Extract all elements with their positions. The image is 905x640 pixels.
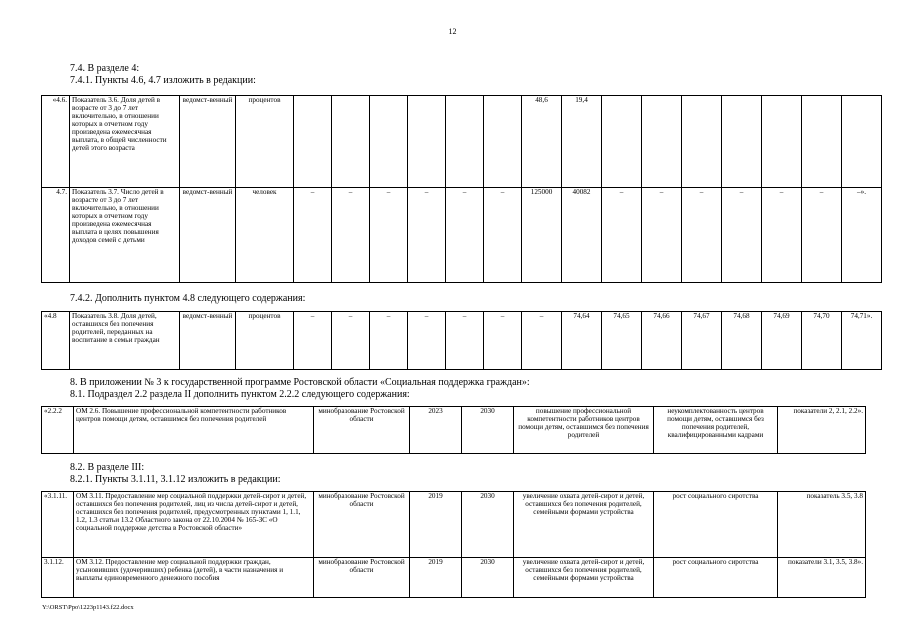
value-cell: – (370, 312, 408, 370)
value-cell: – (802, 188, 842, 283)
expected-result: повышение профессиональной компетентности работников центров помощи детям, оставшимся без попечения родителей (514, 407, 654, 454)
table-row (42, 407, 866, 454)
value-cell: 74,66 (642, 312, 682, 370)
indicators-table-4-8 (41, 311, 882, 370)
value-cell: – (522, 312, 562, 370)
measure-name: ОМ 3.12. Предоставление мер социальной поддержки граждан, усыновивших (удочеривших) ребенка (детей), в части назначения и выплаты единовременного денежного пособия (74, 558, 314, 598)
value-cell (294, 96, 332, 188)
value-cell (370, 96, 408, 188)
value-cell: – (762, 188, 802, 283)
indicator-name: Показатель 3.8. Доля детей, оставшихся без попечения родителей, переданных на воспитание в семьи граждан (70, 312, 180, 370)
start-year: 2019 (410, 558, 462, 598)
value-cell: – (408, 188, 446, 283)
related-indicators: показатели 3.1, 3.5, 3.8». (778, 558, 866, 598)
heading-8-2-1: 8.2.1. Пункты 3.1.11, 3.1.12 изложить в редакции: (70, 474, 281, 485)
value-cell (722, 96, 762, 188)
table-row (42, 492, 866, 558)
indicator-unit: человек (236, 188, 294, 283)
measures-table-2-2-2 (41, 406, 866, 454)
expected-result: увеличение охвата детей-сирот и детей, оставшихся без попечения родителей, семейными формами устройства (514, 558, 654, 598)
indicators-table-4-6-4-7 (41, 95, 882, 283)
value-cell: 74,65 (602, 312, 642, 370)
measure-name: ОМ 2.6. Повышение профессиональной компетентности работников центров помощи детям, оставшимся без попечения родителей (74, 407, 314, 454)
start-year: 2023 (410, 407, 462, 454)
executor: минобразование Ростовской области (314, 558, 410, 598)
heading-7-4: 7.4. В разделе 4: (70, 63, 140, 74)
non-implementation-consequences: рост социального сиротства (654, 492, 778, 558)
row-number: 3.1.12. (42, 558, 74, 598)
value-cell: – (332, 188, 370, 283)
start-year: 2019 (410, 492, 462, 558)
value-cell: – (602, 188, 642, 283)
value-cell: 40082 (562, 188, 602, 283)
value-cell (446, 96, 484, 188)
heading-8: 8. В приложении № 3 к государственной программе Ростовской области «Социальная поддержка граждан»: (70, 377, 530, 388)
value-cell (602, 96, 642, 188)
value-cell: – (484, 188, 522, 283)
indicator-unit: процентов (236, 312, 294, 370)
value-cell: – (294, 312, 332, 370)
heading-8-1: 8.1. Подраздел 2.2 раздела II дополнить пунктом 2.2.2 следующего содержания: (70, 389, 410, 400)
value-cell (762, 96, 802, 188)
heading-8-2: 8.2. В разделе III: (70, 462, 145, 473)
value-cell: 74,64 (562, 312, 602, 370)
value-cell: 74,70 (802, 312, 842, 370)
executor: минобразование Ростовской области (314, 407, 410, 454)
value-cell: – (722, 188, 762, 283)
related-indicators: показатели 2, 2.1, 2.2». (778, 407, 866, 454)
value-cell: 19,4 (562, 96, 602, 188)
value-cell: 125000 (522, 188, 562, 283)
measures-table-3-1-11-3-1-12 (41, 491, 866, 598)
indicator-type: ведомст-венный (180, 188, 236, 283)
value-cell (484, 96, 522, 188)
row-number: «2.2.2 (42, 407, 74, 454)
value-cell: – (484, 312, 522, 370)
value-cell: – (332, 312, 370, 370)
indicator-type: ведомст-венный (180, 312, 236, 370)
heading-7-4-2: 7.4.2. Дополнить пунктом 4.8 следующего содержания: (70, 293, 306, 304)
value-cell: – (370, 188, 408, 283)
file-path-footer: Y:\ORST\Ppo\1223p1143.f22.docx (42, 604, 134, 611)
value-cell (842, 96, 882, 188)
indicator-name: Показатель 3.6. Доля детей в возрасте от 3 до 7 лет включительно, в отношении которых в отчетном году произведена ежемесячная выплата, в общей численности детей этого возраста (70, 96, 180, 188)
table-row (42, 96, 882, 188)
value-cell: –». (842, 188, 882, 283)
value-cell: – (408, 312, 446, 370)
table-row (42, 188, 882, 283)
end-year: 2030 (462, 407, 514, 454)
non-implementation-consequences: рост социального сиротства (654, 558, 778, 598)
value-cell: 74,67 (682, 312, 722, 370)
value-cell: – (446, 312, 484, 370)
value-cell (408, 96, 446, 188)
value-cell: 74,68 (722, 312, 762, 370)
table-row (42, 558, 866, 598)
indicator-name: Показатель 3.7. Число детей в возрасте от 3 до 7 лет включительно, в отношении которых в отчетном году произведена ежемесячная выплата в целях повышения доходов семей с детьми (70, 188, 180, 283)
expected-result: увеличение охвата детей-сирот и детей, оставшихся без попечения родителей, семейными формами устройства (514, 492, 654, 558)
indicator-unit: процентов (236, 96, 294, 188)
value-cell: – (446, 188, 484, 283)
value-cell (802, 96, 842, 188)
end-year: 2030 (462, 492, 514, 558)
row-number: «4.8 (42, 312, 70, 370)
value-cell: – (294, 188, 332, 283)
value-cell (332, 96, 370, 188)
row-number: «4.6. (42, 96, 70, 188)
row-number: 4.7. (42, 188, 70, 283)
row-number: «3.1.11. (42, 492, 74, 558)
value-cell: 74,69 (762, 312, 802, 370)
heading-7-4-1: 7.4.1. Пункты 4.6, 4.7 изложить в редакции: (70, 75, 256, 86)
end-year: 2030 (462, 558, 514, 598)
table-row (42, 312, 882, 370)
value-cell: 74,71». (842, 312, 882, 370)
value-cell (682, 96, 722, 188)
non-implementation-consequences: неукомплектованность центров помощи детям, оставшимся без попечения родителей, квалифицированными кадрами (654, 407, 778, 454)
related-indicators: показатель 3.5, 3.8 (778, 492, 866, 558)
executor: минобразование Ростовской области (314, 492, 410, 558)
page-number: 12 (448, 27, 457, 36)
value-cell: 48,6 (522, 96, 562, 188)
value-cell: – (642, 188, 682, 283)
measure-name: ОМ 3.11. Предоставление мер социальной поддержки детей-сирот и детей, оставшихся без попечения родителей, лиц из числа детей-сирот и детей, оставшихся без попечения родителей, предусмотренных пунктами 1, 1.1, 1.2, 1.3 статьи 13.2 Областного закона от 22.10.2004 № 165-ЗС «О социальной поддержке детства в Ростовской области» (74, 492, 314, 558)
value-cell (642, 96, 682, 188)
indicator-type: ведомст-венный (180, 96, 236, 188)
value-cell: – (682, 188, 722, 283)
